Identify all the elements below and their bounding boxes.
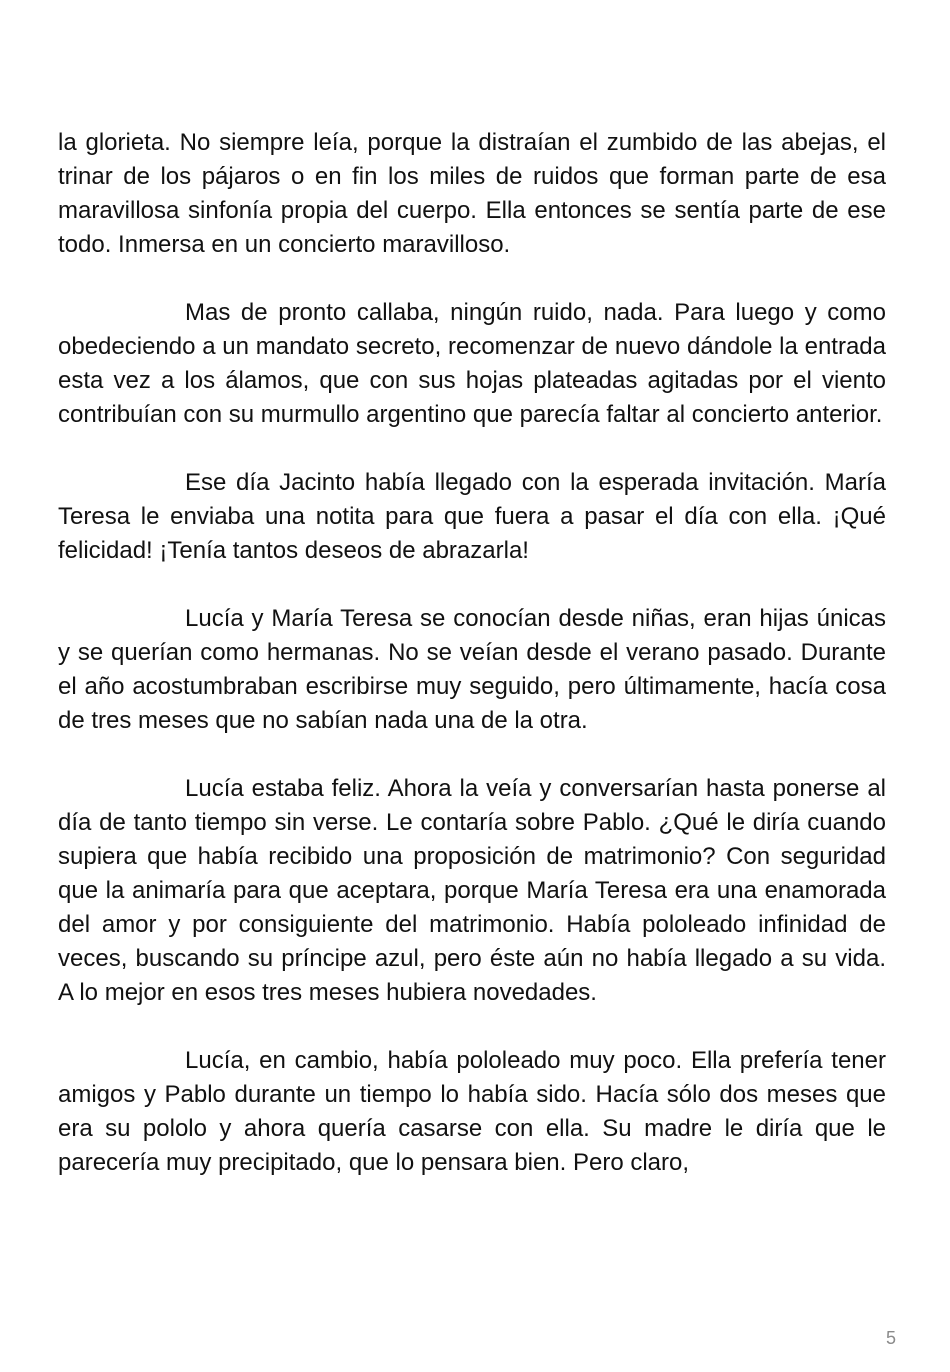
paragraph-pablo: Lucía, en cambio, había pololeado muy poco. Ella prefería tener amigos y Pablo durante un tiempo lo había sido. Hacía sólo dos meses que era su pololo y ahora quería casarse con ella. Su madre le diría que le parecería muy precipitado, que lo pensara bien. Pero claro, [58, 1047, 886, 1176]
paragraph-invitacion: Ese día Jacinto había llegado con la esperada invitación. María Teresa le enviaba una notita para que fuera a pasar el día con ella. ¡Qué felicidad! ¡Tenía tantos deseos de abrazarla! [58, 469, 886, 564]
paragraph-silencio: Mas de pronto callaba, ningún ruido, nada. Para luego y como obedeciendo a un mandato secreto, recomenzar de nuevo dándole la entrada esta vez a los álamos, que con sus hojas plateadas agitadas por el viento contribuían con su murmullo argentino que parecía faltar al concierto anterior. [58, 299, 886, 428]
body-text [58, 126, 886, 1180]
paragraph-amigas: Lucía y María Teresa se conocían desde niñas, eran hijas únicas y se querían como hermanas. No se veían desde el verano pasado. Durante el año acostumbraban escribirse muy seguido, pero últimamente, hacía cosa de tres meses que no sabían nada una de la otra. [58, 605, 886, 734]
page-number: 5 [885, 1328, 896, 1348]
paragraph-lucia-feliz: Lucía estaba feliz. Ahora la veía y conversarían hasta ponerse al día de tanto tiempo sin verse. Le contaría sobre Pablo. ¿Qué le diría cuando supiera que había recibido una proposición de matrimonio? Con seguridad que la animaría para que aceptara, porque María Teresa era una enamorada del amor y por consiguiente del matrimonio. Había pololeado infinidad de veces, buscando su príncipe azul, pero éste aún no había llegado a su vida. A lo mejor en esos tres meses hubiera novedades. [58, 775, 886, 1006]
paragraph-glorieta: la glorieta. No siempre leía, porque la distraían el zumbido de las abejas, el trinar de los pájaros o en fin los miles de ruidos que forman parte de esa maravillosa sinfonía propia del cuerpo. Ella entonces se sentía parte de ese todo. Inmersa en un concierto maravilloso. [58, 129, 886, 258]
